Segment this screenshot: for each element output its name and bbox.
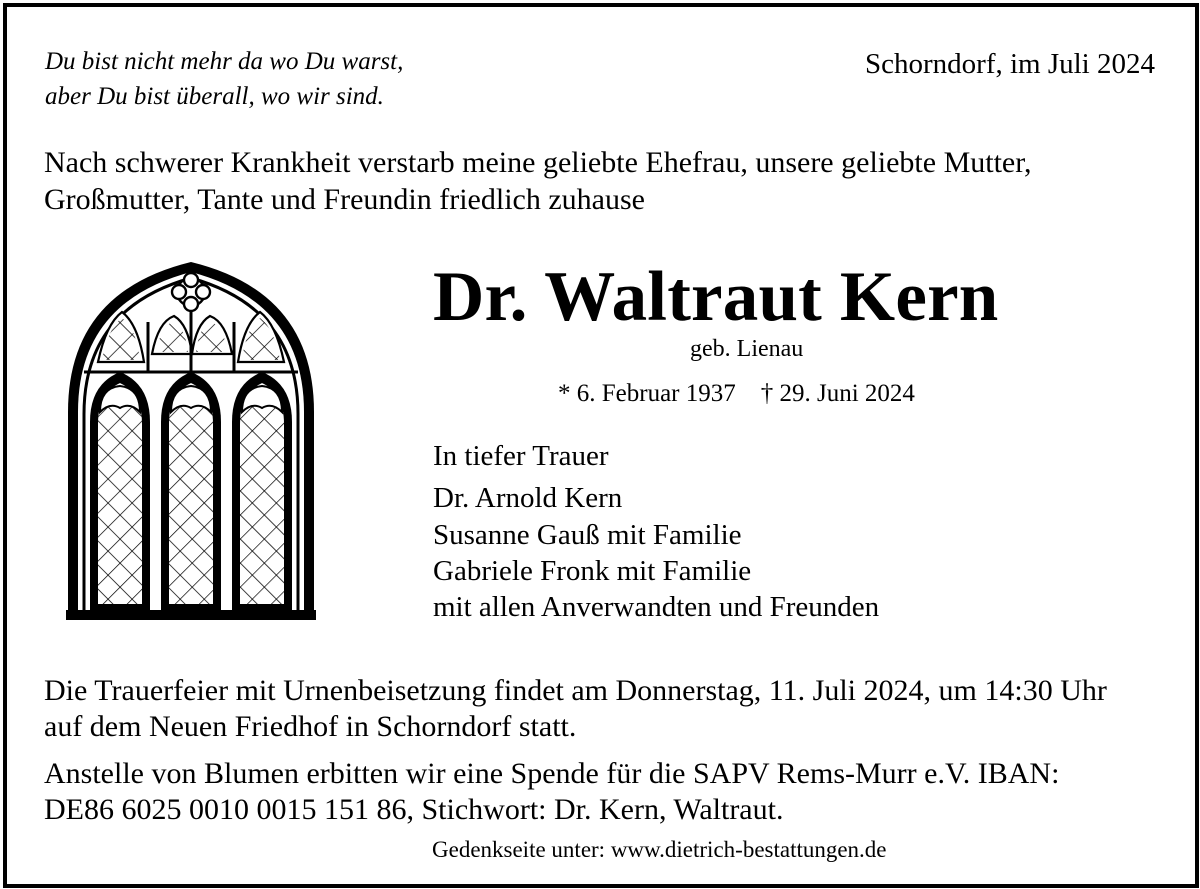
place-date: Schorndorf, im Juli 2024 [865,48,1155,80]
donation-line-1: Anstelle von Blumen erbitten wir eine Spende für die SAPV Rems-Murr e.V. IBAN: [44,757,1060,790]
maiden-name: geb. Lienau [690,336,804,362]
mourner-4: mit allen Anverwandten und Freunden [433,591,880,623]
intro-line-2: Großmutter, Tante und Freundin friedlich zuhause [44,183,645,216]
gothic-window-icon [60,262,322,622]
intro-line-1: Nach schwerer Krankheit verstarb meine geliebte Ehefrau, unsere geliebte Mutter, [44,146,1032,179]
deceased-name: Dr. Waltraut Kern [433,258,999,336]
life-dates [558,381,915,406]
mourner-1: Dr. Arnold Kern [433,482,623,514]
motto-line-1: Du bist nicht mehr da wo Du warst, [45,48,404,75]
memorial-page-link[interactable]: Gedenkseite unter: www.dietrich-bestattungen.de [432,837,887,862]
death-date: † 29. Juni 2024 [760,380,915,407]
birth-date: * 6. Februar 1937 [558,380,736,407]
mourner-2: Susanne Gauß mit Familie [433,519,742,551]
donation-line-2: DE86 6025 0010 0015 151 86, Stichwort: Dr. Kern, Waltraut. [44,793,784,826]
mourner-3: Gabriele Fronk mit Familie [433,555,752,587]
mourning-heading: In tiefer Trauer [433,440,609,472]
ceremony-line-1: Die Trauerfeier mit Urnenbeisetzung findet am Donnerstag, 11. Juli 2024, um 14:30 Uhr [44,674,1107,707]
motto-line-2: aber Du bist überall, wo wir sind. [45,83,384,110]
ceremony-line-2: auf dem Neuen Friedhof in Schorndorf statt. [44,710,577,743]
